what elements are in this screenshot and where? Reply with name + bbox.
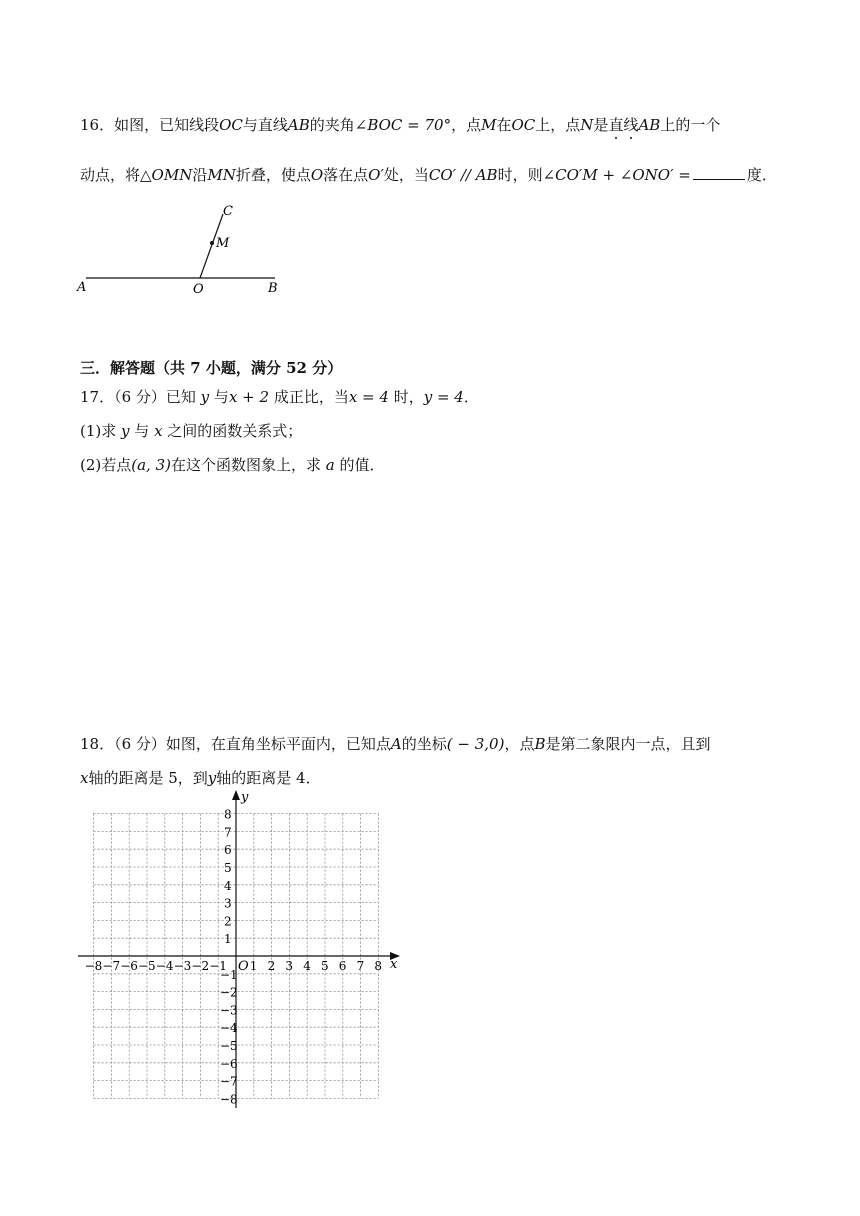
y-tick-label: 4 (224, 878, 232, 893)
y-axis-arrow (232, 790, 240, 800)
x-tick-label: −8 (84, 959, 103, 973)
x-tick-label: 1 (249, 959, 258, 973)
q16-line-2: 动点，将△OMN沿MN折叠，使点O落在点O′处，当CO′ // AB时，则∠CO′M + ∠ONO′ = 度． (80, 166, 777, 184)
origin-label: O (238, 959, 249, 974)
label-a: A (77, 280, 87, 295)
label-b: B (268, 281, 278, 296)
q17-line-1: 17．（6 分）已知 y 与x + 2 成正比，当x = 4 时，y = 4． (80, 388, 479, 406)
x-axis-label: x (390, 957, 398, 972)
y-tick-label: 2 (224, 914, 232, 929)
x-tick-label: 3 (285, 959, 294, 973)
label-o: O (193, 282, 204, 297)
y-tick-label: 6 (224, 843, 232, 858)
q18-line-1: 18．（6 分）如图，在直角坐标平面内，已知点A的坐标( − 3,0)，点B是第二象限内一点，且到 (80, 735, 711, 753)
x-tick-label: 5 (321, 959, 329, 973)
y-tick-label: −7 (220, 1074, 238, 1089)
x-tick-label: −6 (120, 959, 138, 973)
x-tick-label: 6 (338, 959, 347, 973)
y-tick-label: −4 (220, 1021, 238, 1036)
y-tick-labels (220, 808, 238, 1107)
label-m: M (216, 236, 230, 251)
y-tick-label: 8 (224, 807, 232, 822)
x-tick-label: −5 (138, 959, 156, 973)
q17-part-2: (2)若点(a, 3)在这个函数图象上，求 a 的值． (80, 456, 385, 474)
x-tick-label: −3 (173, 959, 192, 973)
y-tick-label: −3 (220, 1003, 238, 1018)
y-tick-label: −2 (220, 985, 238, 1000)
y-tick-label: 1 (224, 932, 232, 947)
q17-part-1: (1)求 y 与 x 之间的函数关系式； (80, 422, 303, 440)
y-tick-label: 3 (224, 896, 232, 911)
y-tick-label: −8 (220, 1092, 238, 1107)
emphasis-word: 直线 (608, 116, 638, 134)
y-tick-label: −6 (220, 1056, 238, 1071)
y-tick-label: −1 (220, 967, 238, 982)
q18-line-2: x轴的距离是 5，到y轴的距离是 4． (80, 769, 321, 787)
y-tick-label: 5 (224, 861, 232, 875)
y-tick-label: −5 (220, 1039, 238, 1053)
x-tick-label: −2 (191, 959, 210, 973)
x-tick-label: 2 (267, 959, 276, 973)
x-tick-label: 7 (356, 959, 365, 973)
label-c: C (223, 204, 233, 219)
x-tick-label: 8 (374, 959, 383, 973)
q16-line-1: 16．如图，已知线段OC与直线AB的夹角∠BOC = 70°，点M在OC上，点N是直线 AB上的一个 (80, 114, 720, 135)
y-axis-label: y (241, 790, 249, 805)
section-3-title: 三．解答题（共 7 小题，满分 52 分） (80, 359, 343, 377)
y-tick-label: 7 (224, 825, 232, 840)
x-tick-label: −1 (209, 959, 227, 973)
x-tick-label: −7 (102, 959, 121, 973)
x-tick-label: 4 (303, 959, 311, 973)
x-tick-label: −4 (155, 959, 174, 973)
